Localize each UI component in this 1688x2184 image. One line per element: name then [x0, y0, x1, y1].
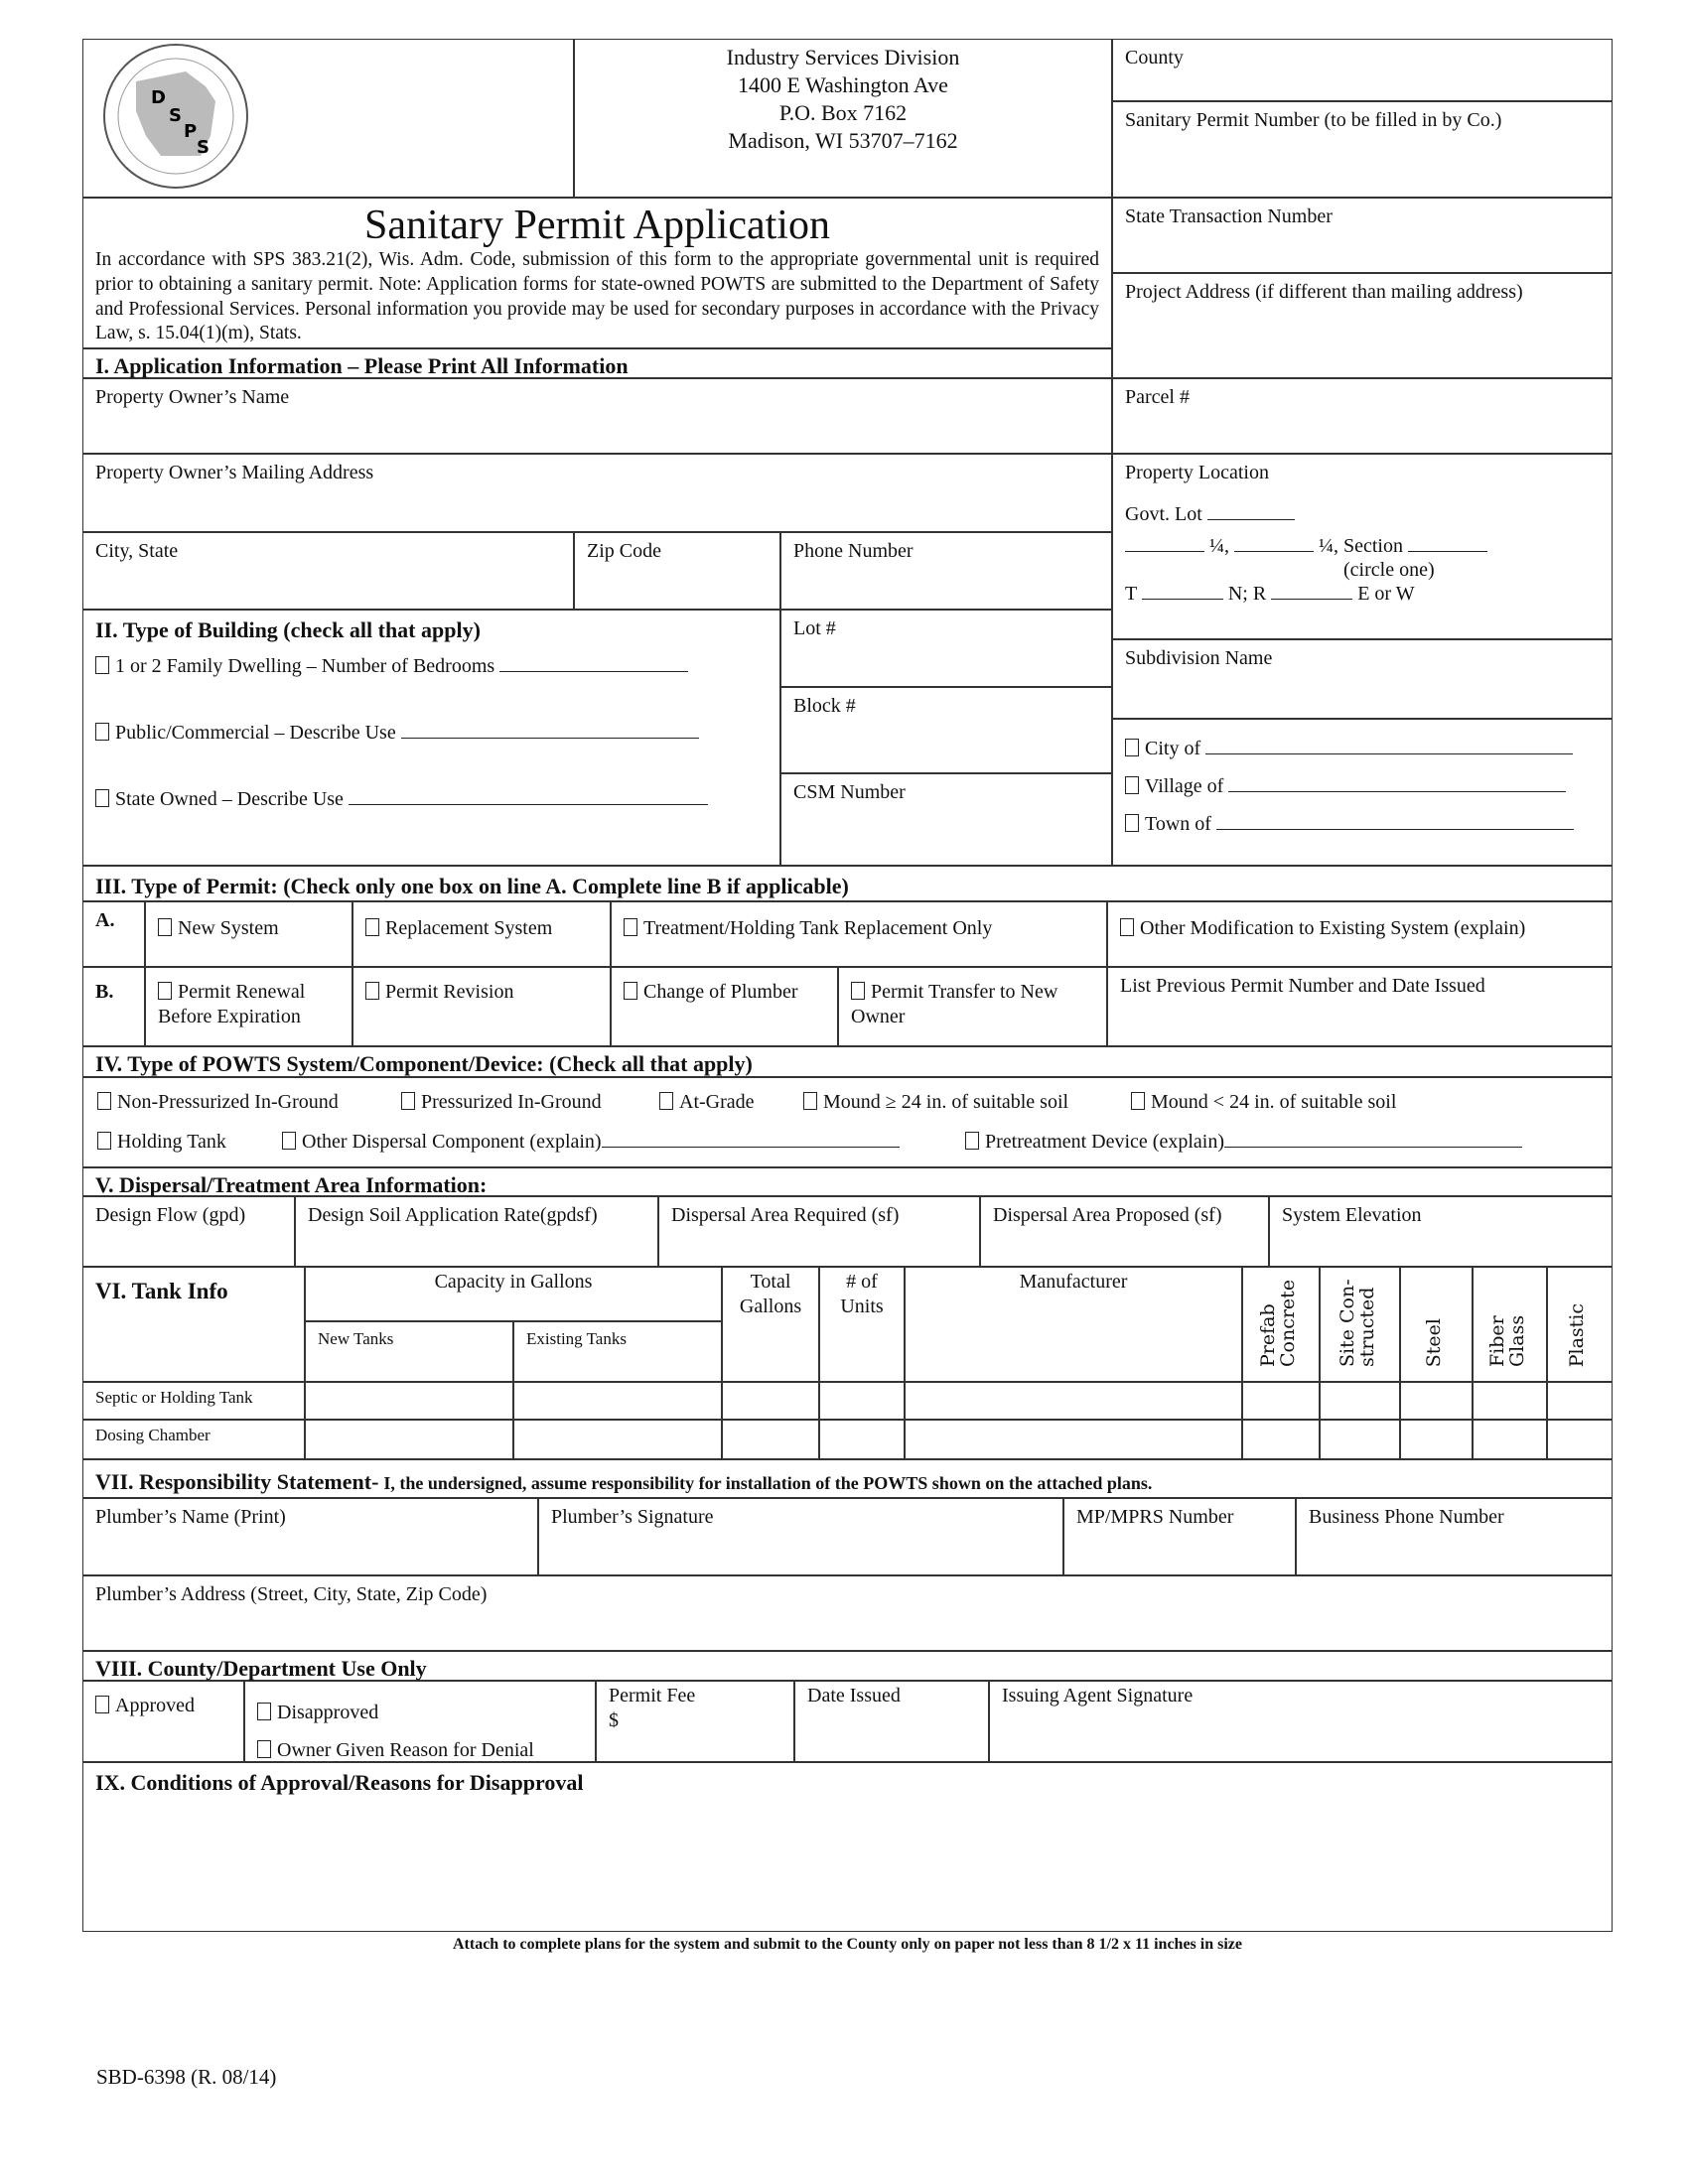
label: Block # — [793, 695, 856, 717]
section-6-heading: VI. Tank Info — [82, 1267, 305, 1382]
label: Plastic — [1566, 1302, 1588, 1367]
checkbox[interactable] — [1125, 739, 1139, 756]
svg-text:S: S — [197, 137, 210, 158]
option-permit-transfer[interactable] — [838, 967, 1107, 1046]
manufacturer-header: Manufacturer — [905, 1267, 1242, 1382]
previous-permit-field[interactable] — [1107, 967, 1613, 1046]
tank-cell[interactable] — [1473, 1382, 1547, 1420]
label: Permit Fee — [609, 1685, 696, 1706]
checkbox[interactable] — [1131, 1092, 1145, 1110]
svg-text:P: P — [184, 121, 198, 142]
checkbox[interactable] — [365, 982, 379, 1000]
label: MP/MPRS Number — [1076, 1506, 1234, 1528]
checkbox[interactable] — [95, 656, 109, 674]
checkbox[interactable] — [97, 1092, 111, 1110]
row-a-label: A. — [82, 901, 145, 967]
label: Plumber’s Name (Print) — [95, 1506, 286, 1528]
checkbox[interactable] — [158, 918, 172, 936]
village-input[interactable] — [1228, 775, 1566, 792]
label: Mound ≥ 24 in. of suitable soil — [823, 1091, 1069, 1113]
approved-option[interactable] — [82, 1681, 244, 1762]
checkbox[interactable] — [95, 789, 109, 807]
govt-lot-label: Govt. Lot — [1125, 503, 1202, 525]
section-2-heading: II. Type of Building (check all that apply) — [95, 617, 481, 642]
checkbox[interactable] — [624, 918, 637, 936]
section-9-heading: IX. Conditions of Approval/Reasons for Disapproval — [95, 1770, 584, 1795]
form-id: SBD-6398 (R. 08/14) — [96, 2065, 277, 2089]
agent-signature-field[interactable] — [989, 1681, 1613, 1762]
parcel-field[interactable] — [1112, 378, 1613, 454]
township-input[interactable] — [1142, 583, 1223, 600]
range-input[interactable] — [1271, 583, 1352, 600]
label: Non-Pressurized In-Ground — [117, 1091, 339, 1113]
label: List Previous Permit Number and Date Issued — [1120, 975, 1485, 997]
checkbox[interactable] — [95, 1696, 109, 1713]
tank-cell[interactable] — [1400, 1382, 1473, 1420]
responsibility-statement: I, the undersigned, assume responsibility for installation of the POWTS shown on the attached plans. — [383, 1473, 1153, 1493]
plastic-header — [1547, 1267, 1613, 1382]
label: New System — [178, 917, 279, 939]
label: Other Dispersal Component (explain) — [302, 1131, 602, 1153]
label: Permit Transfer to New Owner — [851, 981, 1058, 1027]
pretreatment-input[interactable] — [1224, 1131, 1522, 1148]
section-3-heading: III. Type of Permit: (Check only one box on line A. Complete line B if applicable) — [82, 866, 1613, 901]
conditions-field[interactable] — [82, 1762, 1613, 1932]
dollar-sign: $ — [609, 1709, 619, 1731]
area-required-field[interactable] — [658, 1196, 980, 1267]
section-4-heading: IV. Type of POWTS System/Component/Device: (Check all that apply) — [82, 1046, 1613, 1077]
plumber-address-field[interactable] — [82, 1575, 1613, 1651]
label: Subdivision Name — [1125, 647, 1273, 669]
checkbox[interactable] — [1125, 776, 1139, 794]
svg-text:S: S — [169, 105, 182, 126]
label: ¼, — [1209, 535, 1229, 557]
state-use-input[interactable] — [349, 788, 708, 805]
label: Property Owner’s Name — [95, 386, 290, 408]
plumber-signature-field[interactable] — [538, 1498, 1063, 1575]
label: Parcel # — [1125, 386, 1190, 408]
municipality — [1112, 719, 1613, 866]
tank-row-label: Septic or Holding Tank — [82, 1382, 305, 1420]
govt-lot-input[interactable] — [1207, 503, 1295, 520]
svg-text:D: D — [151, 87, 166, 108]
city-input[interactable] — [1205, 738, 1573, 754]
site-constructed-header — [1320, 1267, 1400, 1382]
intro-text: In accordance with SPS 383.21(2), Wis. Adm. Code, submission of this form to the appropriate governmental unit is required prior to obtaining a sanitary permit. Note: Application forms for state-owned POWTS are submitted to the Department of Safety and Professional Services. Personal information you provide may be used for secondary purposes in accordance with the Privacy Law, s. 15.04(1)(m), Stats. — [95, 249, 1099, 344]
tank-cell[interactable] — [1320, 1382, 1400, 1420]
tank-cell[interactable] — [819, 1382, 905, 1420]
quarter-input[interactable] — [1234, 535, 1314, 552]
disapproved-options — [244, 1681, 596, 1762]
address-line: 1400 E Washington Ave — [738, 71, 948, 97]
section-5-heading: V. Dispersal/Treatment Area Information: — [82, 1167, 1613, 1196]
label: Treatment/Holding Tank Replacement Only — [643, 917, 993, 939]
label: Issuing Agent Signature — [1002, 1685, 1194, 1706]
state-transaction-number-field[interactable] — [1112, 198, 1613, 273]
tank-cell[interactable] — [1473, 1420, 1547, 1459]
label: Steel — [1422, 1317, 1445, 1367]
option-tank-replacement[interactable] — [611, 901, 1107, 967]
address-line: Industry Services Division — [726, 45, 960, 69]
new-tanks-header: New Tanks — [305, 1321, 513, 1382]
lot-field[interactable] — [780, 610, 1112, 687]
label: Disapproved — [277, 1702, 379, 1723]
county-label: County — [1125, 47, 1184, 68]
section-1-heading: I. Application Information – Please Print All Information — [82, 348, 1112, 378]
checkbox[interactable] — [1120, 918, 1134, 936]
label: Sanitary Permit Number (to be filled in by Co.) — [1125, 109, 1502, 131]
label: City, State — [95, 540, 179, 562]
label: Owner Given Reason for Denial — [277, 1739, 534, 1761]
property-location — [1112, 454, 1613, 639]
label: Business Phone Number — [1309, 1506, 1504, 1528]
label: T — [1125, 583, 1137, 605]
address-line: Madison, WI 53707–7162 — [728, 127, 958, 153]
units-header: # of Units — [819, 1267, 905, 1382]
label: Approved — [115, 1695, 195, 1716]
tank-cell[interactable] — [905, 1382, 1242, 1420]
tank-cell[interactable] — [819, 1420, 905, 1459]
town-input[interactable] — [1216, 813, 1574, 830]
label: Prefab Concrete — [1257, 1279, 1299, 1367]
label: Other Modification to Existing System (explain) — [1140, 917, 1526, 939]
label: Town of — [1145, 813, 1211, 835]
label: CSM Number — [793, 781, 906, 803]
county-field[interactable] — [1112, 39, 1613, 101]
label: State Transaction Number — [1125, 205, 1333, 227]
checkbox[interactable] — [257, 1703, 271, 1720]
zip-field[interactable] — [574, 532, 780, 610]
label: Village of — [1145, 775, 1224, 797]
section-2 — [82, 610, 780, 866]
owner-name-field[interactable] — [82, 378, 1112, 454]
option-replacement-system[interactable] — [352, 901, 611, 967]
checkbox[interactable] — [257, 1740, 271, 1758]
checkbox[interactable] — [97, 1132, 111, 1150]
plumber-name-field[interactable] — [82, 1498, 538, 1575]
tank-cell[interactable] — [305, 1382, 513, 1420]
business-phone-field[interactable] — [1296, 1498, 1613, 1575]
area-proposed-field[interactable] — [980, 1196, 1269, 1267]
capacity-header: Capacity in Gallons — [305, 1267, 722, 1321]
system-elevation-field[interactable] — [1269, 1196, 1613, 1267]
label: Fiber Glass — [1485, 1314, 1528, 1367]
section-4-options — [82, 1077, 1613, 1167]
option-other-modification[interactable] — [1107, 901, 1613, 967]
tank-cell[interactable] — [1400, 1420, 1473, 1459]
label: Replacement System — [385, 917, 553, 939]
logo-cell — [82, 39, 574, 198]
phone-field[interactable] — [780, 532, 1112, 610]
label: Zip Code — [587, 540, 661, 562]
label: Property Owner’s Mailing Address — [95, 462, 374, 483]
sanitary-permit-number-field[interactable] — [1112, 101, 1613, 198]
label: Phone Number — [793, 540, 914, 562]
label: City of — [1145, 738, 1201, 759]
label: Site Con-structed — [1336, 1279, 1378, 1367]
label: State Owned – Describe Use — [115, 787, 344, 810]
label: Dispersal Area Required (sf) — [671, 1204, 900, 1226]
address-line: P.O. Box 7162 — [778, 99, 908, 125]
footer-note: Attach to complete plans for the system and submit to the County only on paper not less than 8 1/2 x 11 inches in size — [452, 1936, 1242, 1953]
option-change-of-plumber[interactable] — [611, 967, 838, 1046]
tank-cell[interactable] — [1547, 1382, 1613, 1420]
section-7-title: VII. Responsibility Statement- — [95, 1469, 379, 1494]
checkbox[interactable] — [851, 982, 865, 1000]
other-dispersal-input[interactable] — [602, 1131, 900, 1148]
label: Project Address (if different than mailing address) — [1125, 281, 1523, 303]
tank-cell[interactable] — [1547, 1420, 1613, 1459]
label: Permit Revision — [385, 981, 514, 1003]
quarter-input[interactable] — [1125, 535, 1204, 552]
option-new-system[interactable] — [145, 901, 352, 967]
tank-cell[interactable] — [722, 1382, 819, 1420]
option-permit-renewal[interactable] — [145, 967, 352, 1046]
checkbox[interactable] — [365, 918, 379, 936]
label: Pressurized In-Ground — [421, 1091, 602, 1113]
checkbox[interactable] — [624, 982, 637, 1000]
label: System Elevation — [1282, 1204, 1422, 1226]
label: Permit Renewal Before Expiration — [158, 981, 306, 1027]
label: At-Grade — [679, 1091, 755, 1113]
label: Dispersal Area Proposed (sf) — [993, 1204, 1222, 1226]
label: Change of Plumber — [643, 981, 798, 1003]
label: E or W — [1357, 583, 1415, 605]
page-title: Sanitary Permit Application — [364, 203, 830, 248]
label: Design Flow (gpd) — [95, 1204, 246, 1226]
label: Plumber’s Signature — [551, 1506, 714, 1528]
label: 1 or 2 Family Dwelling – Number of Bedrooms — [115, 654, 495, 677]
existing-tanks-header: Existing Tanks — [513, 1321, 722, 1382]
permit-fee-field[interactable] — [596, 1681, 794, 1762]
fiber-glass-header — [1473, 1267, 1547, 1382]
row-b-label: B. — [82, 967, 145, 1046]
tank-cell[interactable] — [1242, 1382, 1320, 1420]
section-7-heading — [82, 1459, 1613, 1498]
tank-cell[interactable] — [1242, 1420, 1320, 1459]
tank-cell[interactable] — [905, 1420, 1242, 1459]
mailing-address-field[interactable] — [82, 454, 1112, 532]
option-permit-revision[interactable] — [352, 967, 611, 1046]
label: Holding Tank — [117, 1131, 226, 1153]
label: Date Issued — [807, 1685, 901, 1706]
tank-row-label: Dosing Chamber — [82, 1420, 305, 1459]
checkbox[interactable] — [803, 1092, 817, 1110]
mp-mprs-number-field[interactable] — [1063, 1498, 1296, 1575]
label: Pretreatment Device (explain) — [985, 1131, 1224, 1153]
csm-field[interactable] — [780, 773, 1112, 866]
total-gallons-header: Total Gallons — [722, 1267, 819, 1382]
label: Mound < 24 in. of suitable soil — [1151, 1091, 1397, 1113]
label: N; R — [1227, 583, 1267, 605]
steel-header — [1400, 1267, 1473, 1382]
design-flow-field[interactable] — [82, 1196, 295, 1267]
tank-cell[interactable] — [722, 1420, 819, 1459]
section-input[interactable] — [1408, 535, 1487, 552]
tank-cell[interactable] — [513, 1382, 722, 1420]
label: ¼, Section — [1319, 535, 1403, 557]
subdivision-field[interactable] — [1112, 639, 1613, 719]
tank-cell[interactable] — [1320, 1420, 1400, 1459]
label: Public/Commercial – Describe Use — [115, 721, 396, 744]
title-block — [82, 198, 1112, 348]
dsps-logo-icon — [91, 42, 260, 191]
date-issued-field[interactable] — [794, 1681, 989, 1762]
public-use-input[interactable] — [401, 722, 699, 739]
label: Plumber’s Address (Street, City, State, Zip Code) — [95, 1583, 488, 1605]
section-8-heading: VIII. County/Department Use Only — [82, 1651, 1613, 1681]
label: Lot # — [793, 617, 836, 639]
checkbox[interactable] — [158, 982, 172, 1000]
checkbox[interactable] — [282, 1132, 296, 1150]
bedrooms-input[interactable] — [499, 655, 688, 672]
checkbox[interactable] — [965, 1132, 979, 1150]
city-state-field[interactable] — [82, 532, 574, 610]
label: Property Location — [1125, 462, 1269, 483]
tank-cell[interactable] — [305, 1420, 513, 1459]
circle-one-note: (circle one) — [1343, 559, 1435, 581]
label: Design Soil Application Rate(gpdsf) — [308, 1204, 598, 1226]
agency-address — [574, 39, 1112, 198]
block-field[interactable] — [780, 687, 1112, 773]
tank-cell[interactable] — [513, 1420, 722, 1459]
checkbox[interactable] — [1125, 814, 1139, 832]
prefab-concrete-header — [1242, 1267, 1320, 1382]
soil-rate-field[interactable] — [295, 1196, 658, 1267]
checkbox[interactable] — [95, 723, 109, 741]
checkbox[interactable] — [659, 1092, 673, 1110]
checkbox[interactable] — [401, 1092, 415, 1110]
project-address-field[interactable] — [1112, 273, 1613, 378]
